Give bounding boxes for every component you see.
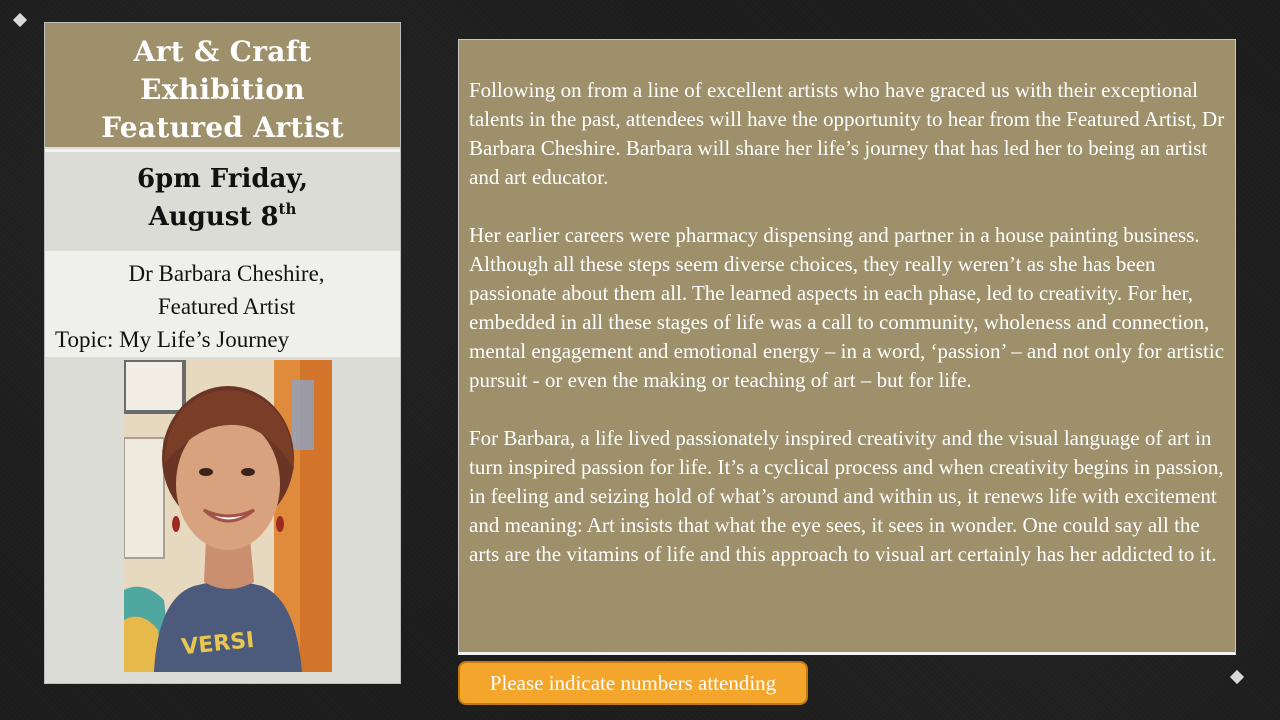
description-paragraph: Following on from a line of excellent artists who have graced us with their exceptional talents in the past, attendees will have the opportunity to hear from the Featured Artist, Dr Barbara Cheshire. Barbara will share her life’s journey that has led her to being an artist and art educator. <box>469 78 1225 189</box>
description-paragraph: For Barbara, a life lived passionately inspired creativity and the visual language of art in turn inspired passion for life. It’s a cyclical process and when creativity begins in passion, in feeling and seizing hold of what’s around and within us, it renews life with excitement and meaning: Art insists that what the eye sees, it sees in wonder. One could say all the arts are the vitamins of life and this approach to visual art certainly has her addicted to it. <box>469 426 1224 566</box>
event-time: 6pm Friday, <box>136 164 309 194</box>
event-day-text: August 8 <box>148 202 279 232</box>
corner-ornament-bottom-right <box>1230 670 1244 684</box>
event-day-suffix: th <box>278 200 297 218</box>
event-title-line: Featured Artist <box>101 111 344 144</box>
event-title-line: Art & Craft <box>133 35 312 68</box>
description-panel <box>458 39 1236 655</box>
event-title-line: Exhibition <box>140 73 305 106</box>
description-paragraph: Her earlier careers were pharmacy dispensing and partner in a house painting business. Although all these steps seem diverse choices, they really weren’t as she has been passionate about them all. The learned aspects in each phase, led to creativity. For her, embedded in all these stages of life was a call to community, wholeness and connection, mental engagement and emotional energy – in a word, ‘passion’ – and not only for artistic pursuit - or even the making or teaching of art – but for life. <box>469 223 1225 392</box>
artist-photo <box>124 360 332 672</box>
speaker-name: Dr Barbara Cheshire, <box>128 261 325 286</box>
event-info-panel <box>44 22 401 684</box>
event-day <box>45 198 400 236</box>
event-date <box>45 149 400 251</box>
speaker-info <box>45 251 400 357</box>
speaker-topic: Topic: My Life’s Journey <box>55 327 290 352</box>
event-title <box>45 23 400 147</box>
photo-area <box>45 357 400 683</box>
corner-ornament-top-left <box>13 13 27 27</box>
speaker-role: Featured Artist <box>157 294 296 319</box>
attend-button[interactable]: Please indicate numbers attending <box>458 661 808 705</box>
shirt-print: VERSI <box>180 627 256 661</box>
